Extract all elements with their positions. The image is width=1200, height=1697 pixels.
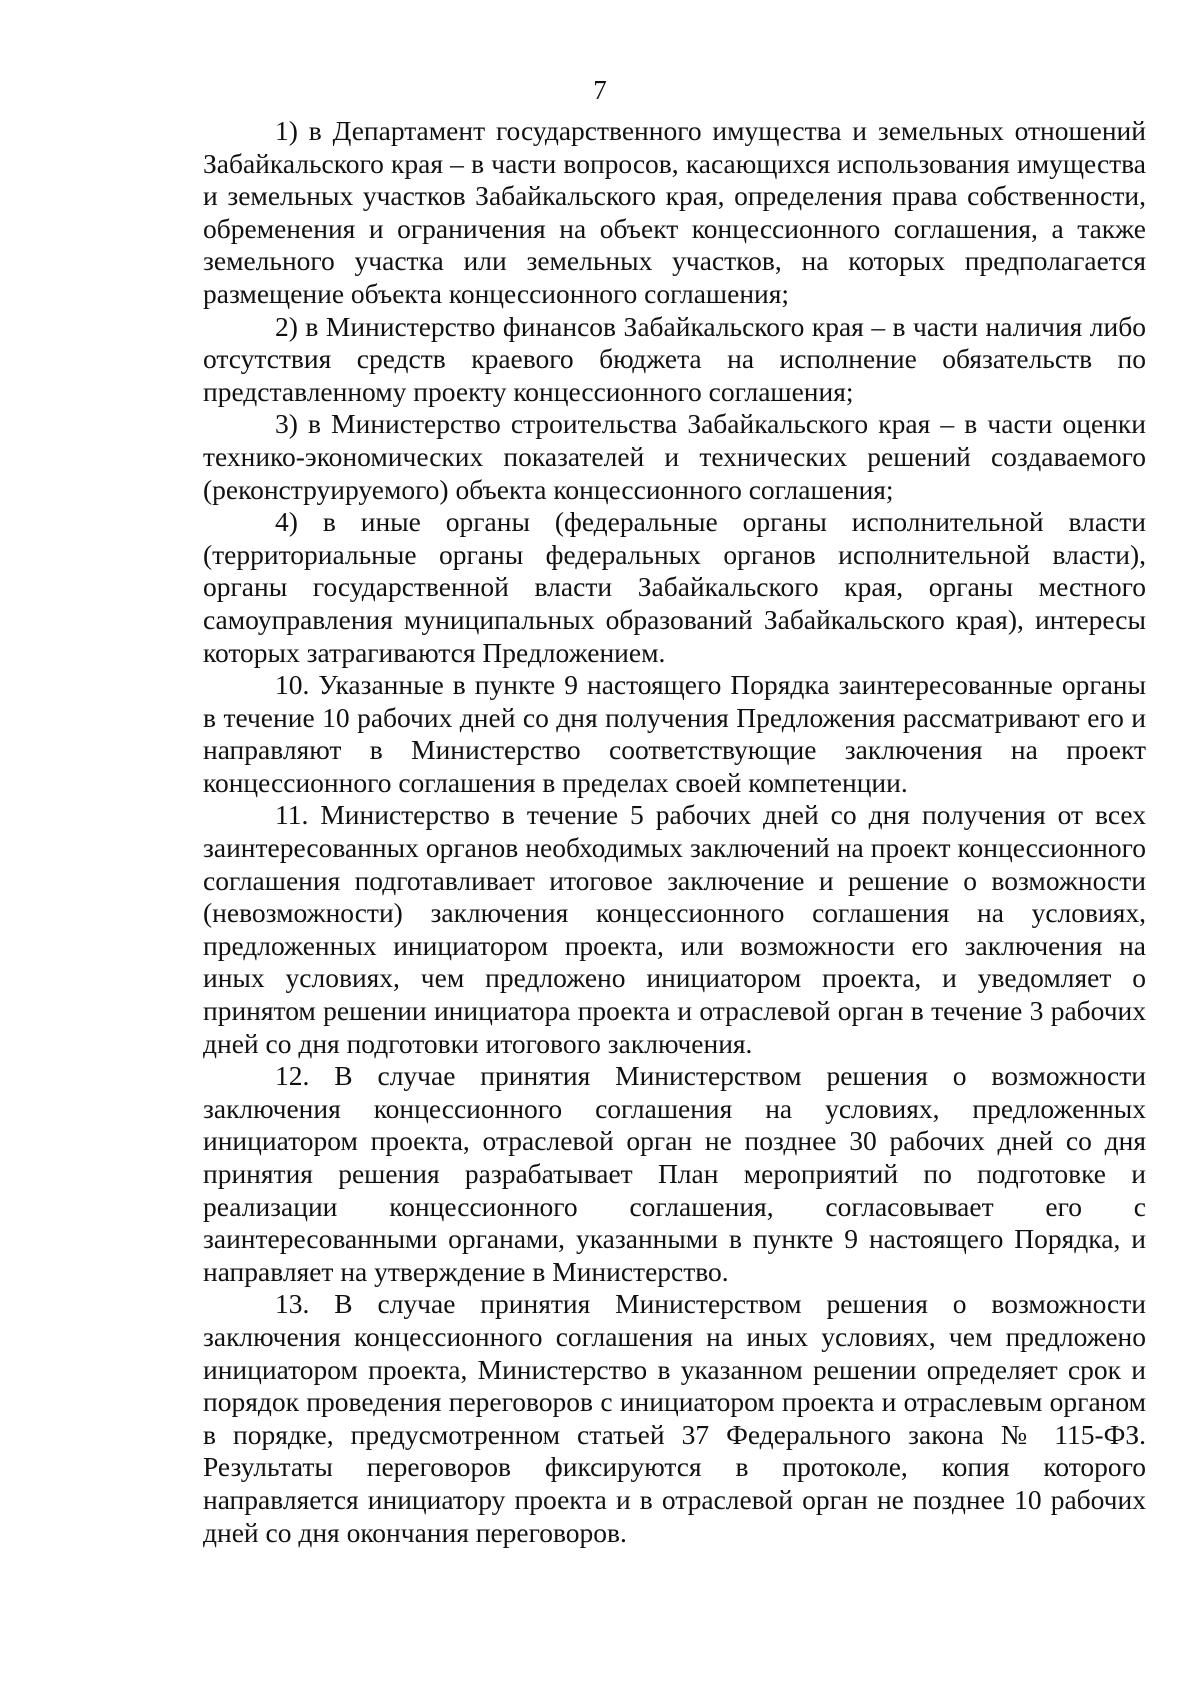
paragraph-item-4-other-bodies: 4) в иные органы (федеральные органы исполнительной власти (территориальные органы федеральных органов исполнительной власти), органы государственной власти Забайкальского края, органы местного самоуправления муниципальных образований Забайкальского края), интересы которых затрагиваются Предложением. [203, 506, 1146, 668]
page-number: 7 [593, 75, 607, 105]
paragraph-clause-13: 13. В случае принятия Министерством решения о возможности заключения концессионного соглашения на иных условиях, чем предложено инициатором проекта, Министерство в указанном решении определяет срок и порядок проведения переговоров с инициатором проекта и отраслевым органом в порядке, предусмотренном статьей 37 Федерального закона № 115-ФЗ. Результаты переговоров фиксируются в протоколе, копия которого направляется инициатору проекта и в отраслевой орган не позднее 10 рабочих дней со дня окончания переговоров. [203, 1288, 1146, 1548]
paragraph-clause-11: 11. Министерство в течение 5 рабочих дней со дня получения от всех заинтересованных органов необходимых заключений на проект концессионного соглашения подготавливает итоговое заключение и решение о возможности (невозможности) заключения концессионного соглашения на условиях, предложенных инициатором проекта, или возможности его заключения на иных условиях, чем предложено инициатором проекта, и уведомляет о принятом решении инициатора проекта и отраслевой орган в течение 3 рабочих дней со дня подготовки итогового заключения. [203, 799, 1146, 1059]
paragraph-clause-10: 10. Указанные в пункте 9 настоящего Порядка заинтересованные органы в течение 10 рабочих дней со дня получения Предложения рассматривают его и направляют в Министерство соответствующие заключения на проект концессионного соглашения в пределах своей компетенции. [203, 669, 1146, 798]
paragraph-item-3-construction-ministry: 3) в Министерство строительства Забайкальского края – в части оценки технико-экономических показателей и технических решений создаваемого (реконструируемого) объекта концессионного соглашения; [203, 408, 1146, 505]
paragraph-clause-12: 12. В случае принятия Министерством решения о возможности заключения концессионного соглашения на условиях, предложенных инициатором проекта, отраслевой орган не позднее 30 рабочих дней со дня принятия решения разрабатывает План мероприятий по подготовке и реализации концессионного соглашения, согласовывает его с заинтересованными органами, указанными в пункте 9 настоящего Порядка, и направляет на утверждение в Министерство. [203, 1060, 1146, 1287]
document-body [203, 115, 1146, 1549]
paragraph-item-2-finance-ministry: 2) в Министерство финансов Забайкальского края – в части наличия либо отсутствия средств краевого бюджета на исполнение обязательств по представленному проекту концессионного соглашения; [203, 310, 1146, 407]
paragraph-item-1-land-department: 1) в Департамент государственного имущества и земельных отношений Забайкальского края – в части вопросов, касающихся использования имущества и земельных участков Забайкальского края, определения права собственности, обременения и ограничения на объект концессионного соглашения, а также земельного участка или земельных участков, на которых предполагается размещение объекта концессионного соглашения; [203, 115, 1146, 309]
